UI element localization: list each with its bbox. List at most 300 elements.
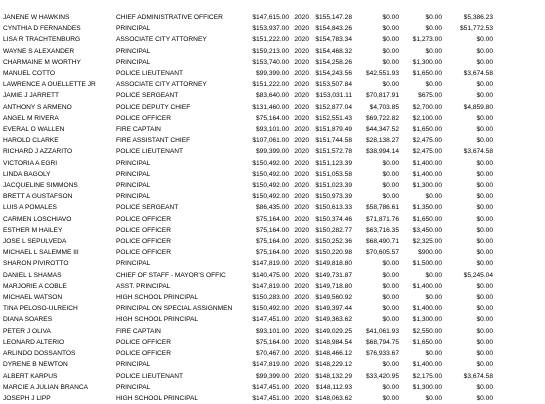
annual-salary-cell: $153,740.00 [252,58,289,66]
other-pay-cell: $0.00 [425,14,442,21]
year-cell: 2020 [294,204,309,212]
retro-pay-cell: $0.00 [476,305,493,313]
job-title-cell: POLICE OFFICER [116,215,171,223]
other-pay-cell: $1,650.00 [412,126,442,134]
total-pay-cell: $149,363.62 [315,316,352,324]
other-pay-cell: $0.00 [425,81,442,89]
job-title-cell: PRINCIPAL [116,170,151,178]
job-title-cell: PRINCIPAL [116,182,151,190]
other-pay-cell: $1,300.00 [412,316,442,324]
annual-salary-cell: $75,164.00 [255,215,289,223]
employee-name-cell: LISA R TRACHTENBURG [3,36,81,44]
job-title-cell: POLICE OFFICER [116,114,171,122]
job-title-cell: PRINCIPAL [116,159,151,167]
employee-name-cell: MARCIE A JULIAN BRANCA [3,383,89,391]
table-row [3,23,493,34]
job-title-cell: FIRE CAPTAIN [116,126,161,134]
year-cell: 2020 [294,81,309,89]
total-pay-cell: $151,744.58 [315,137,352,145]
employee-name-cell: MICHAEL WATSON [3,294,63,302]
table-row [3,393,493,404]
total-pay-cell: $154,843.26 [315,25,352,33]
year-cell: 2020 [294,294,309,302]
overtime-pay-cell: $0.00 [382,81,399,89]
overtime-pay-cell: $0.00 [382,383,399,391]
other-pay-cell: $1,400.00 [412,361,442,369]
retro-pay-cell: $0.00 [476,114,493,122]
retro-pay-cell: $0.00 [476,394,493,402]
job-title-cell: FIRE CAPTAIN [116,327,161,335]
retro-pay-cell: $0.00 [476,159,493,167]
other-pay-cell: $2,475.00 [412,148,442,156]
other-pay-cell: $2,325.00 [412,238,442,246]
table-row [3,191,493,202]
retro-pay-cell: $0.00 [476,327,493,335]
annual-salary-cell: $93,101.00 [255,327,289,335]
employee-name-cell: BRETT A GUSTAFSON [3,193,73,201]
other-pay-cell: $2,175.00 [412,372,442,380]
employee-name-cell: JACQUELINE SIMMONS [3,182,78,190]
year-cell: 2020 [294,193,309,201]
table-row [3,146,493,157]
job-title-cell: POLICE DEPUTY CHIEF [116,103,191,111]
total-pay-cell: $150,220.98 [315,249,352,257]
employee-name-cell: RICHARD J AZZARITO [3,148,73,156]
year-cell: 2020 [294,383,309,391]
other-pay-cell: $0.00 [425,394,442,402]
other-pay-cell: $2,550.00 [412,327,442,335]
retro-pay-cell: $5,245.04 [463,271,493,279]
total-pay-cell: $151,123.39 [315,159,352,167]
table-row [3,90,493,101]
employee-name-cell: ANTHONY S ARMENO [3,103,72,111]
total-pay-cell: $152,877.04 [315,103,352,111]
retro-pay-cell: $0.00 [476,282,493,290]
other-pay-cell: $0.00 [425,271,442,279]
annual-salary-cell: $150,492.00 [252,305,289,313]
employee-name-cell: CYNTHIA D FERNANDES [3,25,81,33]
total-pay-cell: $150,973.39 [315,193,352,201]
overtime-pay-cell: $63,716.35 [365,226,399,234]
table-row [3,270,493,281]
year-cell: 2020 [294,361,309,369]
year-cell: 2020 [294,25,309,33]
annual-salary-cell: $99,399.00 [255,148,289,156]
job-title-cell: POLICE OFFICER [116,238,171,246]
overtime-pay-cell: $0.00 [382,294,399,302]
overtime-pay-cell: $0.00 [382,159,399,167]
retro-pay-cell: $0.00 [476,47,493,55]
annual-salary-cell: $147,819.00 [252,282,289,290]
other-pay-cell: $1,273.00 [412,36,442,44]
overtime-pay-cell: $0.00 [382,394,399,402]
job-title-cell: PRINCIPAL ON SPECIAL ASSIGNMEN [116,305,233,313]
employee-name-cell: LAWRENCE A OUELLETTE JR [3,81,96,89]
other-pay-cell: $0.00 [425,25,442,33]
job-title-cell: POLICE OFFICER [116,249,171,257]
overtime-pay-cell: $33,420.95 [365,372,399,380]
table-row [3,113,493,124]
retro-pay-cell: $0.00 [476,204,493,212]
employee-name-cell: MARJORIE A COBLE [3,282,67,290]
other-pay-cell: $1,500.00 [412,260,442,268]
job-title-cell: POLICE LIEUTENANT [116,70,184,78]
retro-pay-cell: $5,386.23 [463,14,493,21]
retro-pay-cell: $3,674.58 [463,372,493,380]
retro-pay-cell: $0.00 [476,170,493,178]
retro-pay-cell: $3,674.58 [463,148,493,156]
table-row [3,348,493,359]
employee-name-cell: DANIEL L SHAMAS [3,271,62,279]
total-pay-cell: $148,063.62 [315,394,352,402]
table-row [3,57,493,68]
retro-pay-cell: $3,674.58 [463,70,493,78]
job-title-cell: FIRE ASSISTANT CHIEF [116,137,191,145]
overtime-pay-cell: $68,490.71 [365,238,399,246]
other-pay-cell: $1,300.00 [412,182,442,190]
job-title-cell: HIGH SCHOOL PRINCIPAL [116,394,199,402]
retro-pay-cell: $0.00 [476,383,493,391]
job-title-cell: CHIEF OF STAFF - MAYOR'S OFFIC [116,271,226,279]
annual-salary-cell: $107,061.00 [252,137,289,145]
job-title-cell: PRINCIPAL [116,383,151,391]
table-row [3,46,493,57]
annual-salary-cell: $147,615.00 [252,14,289,21]
overtime-pay-cell: $0.00 [382,271,399,279]
year-cell: 2020 [294,282,309,290]
retro-pay-cell: $0.00 [476,92,493,100]
employee-name-cell: ARLINDO DOSSANTOS [3,350,76,358]
annual-salary-cell: $147,451.00 [252,383,289,391]
other-pay-cell: $900.00 [418,249,442,257]
employee-name-cell: ALBERT KARPUS [3,372,58,380]
table-row [3,337,493,348]
retro-pay-cell: $0.00 [476,316,493,324]
job-title-cell: POLICE SERGEANT [116,204,179,212]
employee-name-cell: HAROLD CLARKE [3,137,59,145]
retro-pay-cell: $0.00 [476,126,493,134]
employee-name-cell: LUIS A POMALES [3,204,57,212]
other-pay-cell: $0.00 [425,47,442,55]
year-cell: 2020 [294,103,309,111]
retro-pay-cell: $0.00 [476,249,493,257]
overtime-pay-cell: $58,786.61 [365,204,399,212]
employee-name-cell: JOSE L SEPULVEDA [3,238,67,246]
job-title-cell: CHIEF ADMINISTRATIVE OFFICER [116,14,223,21]
total-pay-cell: $149,718.80 [315,282,352,290]
job-title-cell: PRINCIPAL [116,193,151,201]
employee-name-cell: DYRENE B NEWTON [3,361,68,369]
total-pay-cell: $151,879.49 [315,126,352,134]
overtime-pay-cell: $38,994.14 [365,148,399,156]
year-cell: 2020 [294,36,309,44]
employee-name-cell: LEONARD ALTERIO [3,338,65,346]
annual-salary-cell: $150,492.00 [252,170,289,178]
annual-salary-cell: $75,164.00 [255,238,289,246]
table-row [3,281,493,292]
total-pay-cell: $154,783.34 [315,36,352,44]
employee-name-cell: TINA PELOSO-ULREICH [3,305,78,313]
overtime-pay-cell: $0.00 [382,182,399,190]
total-pay-cell: $151,023.39 [315,182,352,190]
overtime-pay-cell: $0.00 [382,25,399,33]
table-row [3,34,493,45]
job-title-cell: ASST. PRINCIPAL [116,282,171,290]
job-title-cell: PRINCIPAL [116,58,151,66]
year-cell: 2020 [294,226,309,234]
year-cell: 2020 [294,70,309,78]
overtime-pay-cell: $0.00 [382,193,399,201]
retro-pay-cell: $0.00 [476,193,493,201]
annual-salary-cell: $147,451.00 [252,394,289,402]
overtime-pay-cell: $70,817.91 [365,92,399,100]
other-pay-cell: $2,100.00 [412,114,442,122]
table-row [3,169,493,180]
overtime-pay-cell: $71,871.76 [365,215,399,223]
retro-pay-cell: $0.00 [476,294,493,302]
annual-salary-cell: $75,164.00 [255,249,289,257]
other-pay-cell: $0.00 [425,294,442,302]
overtime-pay-cell: $0.00 [382,316,399,324]
employee-name-cell: JANENE W HAWKINS [3,14,70,21]
annual-salary-cell: $131,460.00 [252,103,289,111]
overtime-pay-cell: $4,703.85 [369,103,399,111]
total-pay-cell: $152,551.43 [315,114,352,122]
annual-salary-cell: $83,640.00 [255,92,289,100]
other-pay-cell: $2,700.00 [412,103,442,111]
annual-salary-cell: $75,164.00 [255,114,289,122]
total-pay-cell: $151,572.78 [315,148,352,156]
job-title-cell: POLICE LIEUTENANT [116,372,184,380]
overtime-pay-cell: $0.00 [382,14,399,21]
year-cell: 2020 [294,182,309,190]
other-pay-cell: $1,650.00 [412,338,442,346]
annual-salary-cell: $75,164.00 [255,226,289,234]
year-cell: 2020 [294,316,309,324]
annual-salary-cell: $150,492.00 [252,182,289,190]
table-row [3,326,493,337]
table-row [3,12,493,23]
job-title-cell: HIGH SCHOOL PRINCIPAL [116,316,199,324]
job-title-cell: POLICE OFFICER [116,226,171,234]
retro-pay-cell: $0.00 [476,338,493,346]
annual-salary-cell: $99,399.00 [255,372,289,380]
employee-name-cell: PETER J OLIVA [3,327,51,335]
retro-pay-cell: $0.00 [476,361,493,369]
total-pay-cell: $149,818.80 [315,260,352,268]
total-pay-cell: $154,258.26 [315,58,352,66]
total-pay-cell: $149,560.92 [315,294,352,302]
table-row [3,371,493,382]
retro-pay-cell: $0.00 [476,36,493,44]
retro-pay-cell: $4,859.80 [463,103,493,111]
total-pay-cell: $148,466.12 [315,350,352,358]
other-pay-cell: $675.00 [418,92,442,100]
overtime-pay-cell: $0.00 [382,170,399,178]
total-pay-cell: $150,282.77 [315,226,352,234]
other-pay-cell: $0.00 [425,350,442,358]
annual-salary-cell: $140,475.00 [252,271,289,279]
total-pay-cell: $153,507.84 [315,81,352,89]
overtime-pay-cell: $69,722.82 [365,114,399,122]
other-pay-cell: $0.00 [425,193,442,201]
job-title-cell: PRINCIPAL [116,25,151,33]
overtime-pay-cell: $0.00 [382,260,399,268]
total-pay-cell: $151,053.58 [315,170,352,178]
employee-name-cell: WAYNE S ALEXANDER [3,47,75,55]
total-pay-cell: $148,984.54 [315,338,352,346]
table-row [3,303,493,314]
job-title-cell: ASSOCIATE CITY ATTORNEY [116,81,207,89]
annual-salary-cell: $70,467.00 [255,350,289,358]
year-cell: 2020 [294,92,309,100]
annual-salary-cell: $151,222.00 [252,81,289,89]
other-pay-cell: $1,300.00 [412,58,442,66]
year-cell: 2020 [294,305,309,313]
annual-salary-cell: $153,937.00 [252,25,289,33]
annual-salary-cell: $159,213.00 [252,47,289,55]
retro-pay-cell: $0.00 [476,58,493,66]
total-pay-cell: $148,229.12 [315,361,352,369]
overtime-pay-cell: $41,061.93 [365,327,399,335]
employee-name-cell: CHARMAINE M WORTHY [3,58,81,66]
overtime-pay-cell: $0.00 [382,282,399,290]
employee-name-cell: MANUEL COTTO [3,70,56,78]
retro-pay-cell: $0.00 [476,350,493,358]
other-pay-cell: $1,400.00 [412,159,442,167]
table-row [3,214,493,225]
employee-name-cell: SHARON PIVIROTTO [3,260,69,268]
overtime-pay-cell: $44,347.52 [365,126,399,134]
overtime-pay-cell: $42,551.93 [365,70,399,78]
overtime-pay-cell: $0.00 [382,47,399,55]
retro-pay-cell: $0.00 [476,226,493,234]
overtime-pay-cell: $0.00 [382,58,399,66]
overtime-pay-cell: $0.00 [382,36,399,44]
employee-name-cell: JOSEPH J LIPP [3,394,51,402]
annual-salary-cell: $150,283.00 [252,294,289,302]
overtime-pay-cell: $0.00 [382,361,399,369]
retro-pay-cell: $0.00 [476,260,493,268]
overtime-pay-cell: $68,794.75 [365,338,399,346]
retro-pay-cell: $0.00 [476,137,493,145]
job-title-cell: PRINCIPAL [116,361,151,369]
total-pay-cell: $148,112.93 [315,383,352,391]
job-title-cell: POLICE LIEUTENANT [116,148,184,156]
job-title-cell: POLICE OFFICER [116,338,171,346]
year-cell: 2020 [294,114,309,122]
employee-name-cell: DIANA SOARES [3,316,53,324]
table-row [3,225,493,236]
annual-salary-cell: $93,101.00 [255,126,289,134]
job-title-cell: ASSOCIATE CITY ATTORNEY [116,36,207,44]
other-pay-cell: $1,650.00 [412,215,442,223]
total-pay-cell: $148,132.29 [315,372,352,380]
year-cell: 2020 [294,170,309,178]
retro-pay-cell: $0.00 [476,215,493,223]
year-cell: 2020 [294,394,309,402]
employee-name-cell: ANGEL M RIVERA [3,114,59,122]
table-row [3,135,493,146]
table-row [3,382,493,393]
retro-pay-cell: $0.00 [476,238,493,246]
total-pay-cell: $155,147.28 [315,14,352,21]
total-pay-cell: $149,397.44 [315,305,352,313]
employee-name-cell: JAMIE J JARRETT [3,92,60,100]
total-pay-cell: $149,731.87 [315,271,352,279]
payroll-table [3,12,493,404]
year-cell: 2020 [294,14,309,21]
year-cell: 2020 [294,126,309,134]
overtime-pay-cell: $70,605.57 [365,249,399,257]
year-cell: 2020 [294,350,309,358]
other-pay-cell: $1,400.00 [412,282,442,290]
year-cell: 2020 [294,159,309,167]
year-cell: 2020 [294,148,309,156]
year-cell: 2020 [294,260,309,268]
annual-salary-cell: $86,435.00 [255,204,289,212]
table-row [3,68,493,79]
other-pay-cell: $2,475.00 [412,137,442,145]
employee-name-cell: VICTORIA A EGRI [3,159,58,167]
job-title-cell: PRINCIPAL [116,260,151,268]
other-pay-cell: $1,300.00 [412,383,442,391]
retro-pay-cell: $51,772.53 [459,25,493,33]
year-cell: 2020 [294,338,309,346]
annual-salary-cell: $99,399.00 [255,70,289,78]
other-pay-cell: $1,350.00 [412,204,442,212]
overtime-pay-cell: $28,138.27 [365,137,399,145]
table-row [3,102,493,113]
year-cell: 2020 [294,372,309,380]
annual-salary-cell: $147,819.00 [252,361,289,369]
table-row [3,202,493,213]
overtime-pay-cell: $0.00 [382,305,399,313]
total-pay-cell: $150,252.36 [315,238,352,246]
year-cell: 2020 [294,238,309,246]
annual-salary-cell: $75,164.00 [255,338,289,346]
retro-pay-cell: $0.00 [476,182,493,190]
total-pay-cell: $154,468.32 [315,47,352,55]
payroll-table-body [3,12,493,404]
year-cell: 2020 [294,215,309,223]
other-pay-cell: $1,650.00 [412,70,442,78]
table-row [3,247,493,258]
table-row [3,292,493,303]
annual-salary-cell: $151,222.00 [252,36,289,44]
table-row [3,79,493,90]
employee-name-cell: EVERAL O WALLEN [3,126,65,134]
job-title-cell: POLICE SERGEANT [116,92,179,100]
year-cell: 2020 [294,47,309,55]
year-cell: 2020 [294,137,309,145]
table-row [3,180,493,191]
year-cell: 2020 [294,249,309,257]
table-row [3,236,493,247]
annual-salary-cell: $150,492.00 [252,159,289,167]
table-row [3,359,493,370]
annual-salary-cell: $150,492.00 [252,193,289,201]
annual-salary-cell: $147,819.00 [252,260,289,268]
annual-salary-cell: $147,451.00 [252,316,289,324]
total-pay-cell: $150,374.46 [315,215,352,223]
year-cell: 2020 [294,58,309,66]
employee-name-cell: MICHAEL L SALEMME III [3,249,79,257]
job-title-cell: PRINCIPAL [116,47,151,55]
employee-name-cell: CARMEN LOSCHIAVO [3,215,72,223]
year-cell: 2020 [294,271,309,279]
total-pay-cell: $153,031.11 [315,92,352,100]
